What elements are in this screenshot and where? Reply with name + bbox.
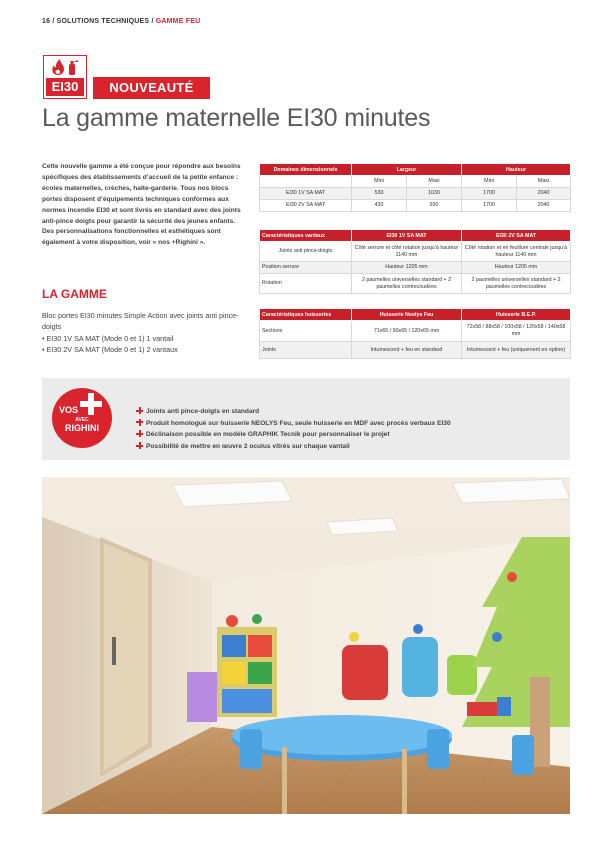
table-row: [260, 321, 571, 342]
table-header: Largeur: [352, 164, 462, 176]
table-header: Domaines dimensionnels: [260, 164, 352, 176]
ei30-badge: [43, 55, 87, 99]
table-cell: 1700: [462, 188, 517, 200]
list-item: • EI30 2V SA MAT (Mode 0 et 1) 2 vantaux: [42, 344, 178, 354]
huisseries-table: [259, 308, 571, 359]
badge-vos: VOS: [59, 405, 79, 415]
table-header: Caractéristiques huisseries: [260, 309, 352, 321]
breadcrumb: 16 / SOLUTIONS TECHNIQUES / GAMME FEU: [42, 18, 201, 25]
table-row: [260, 262, 571, 274]
vos-plus-righini-badge: [52, 388, 112, 448]
table-cell: 430: [352, 200, 407, 212]
flame-extinguisher-icon: [44, 56, 86, 78]
table-cell: EI30 2V SA MAT: [260, 200, 352, 212]
plus-bullet-icon: [136, 407, 143, 414]
list-item: Produit homologué sur huisserie NEOLYS Feu, seule huisserie en MDF avec procès verbaux EI30: [136, 418, 451, 430]
page-title: La gamme maternelle EI30 minutes: [42, 104, 431, 132]
table-header: EI30 2V SA MAT: [462, 230, 571, 242]
table-cell: Mini: [352, 176, 407, 188]
table-row: [260, 342, 571, 359]
gamme-heading: LA GAMME: [42, 287, 107, 301]
table-cell: 2040: [517, 200, 571, 212]
table-cell: Mini: [462, 176, 517, 188]
classroom-photo: [42, 477, 570, 814]
table-cell: 2 paumelles universelles standard + 2 paumelles contrecoudées: [462, 274, 571, 294]
table-cell: Joints anti pince-doigts: [260, 242, 352, 262]
table-header: Huisserie B.E.P.: [462, 309, 571, 321]
table-cell: Intumescent + feu (uniquement en option): [462, 342, 571, 359]
badge-righini: RIGHINI: [64, 423, 99, 433]
plus-bullet-icon: [136, 442, 143, 449]
table-row: [260, 274, 571, 294]
table-header: Hauteur: [462, 164, 571, 176]
page-number: 16: [42, 18, 51, 25]
table-row: [260, 200, 571, 212]
table-cell: Intumescent + feu en standard: [352, 342, 462, 359]
plus-icon: [80, 393, 102, 415]
vantaux-table: [259, 229, 571, 294]
table-cell: Côté serrure et côté rotation jusqu’à hauteur 1140 mm: [352, 242, 462, 262]
nouveaute-tag: NOUVEAUTÉ: [93, 77, 210, 99]
gamme-description: [42, 310, 252, 355]
ei30-label: EI30: [46, 78, 84, 96]
table-cell: Joints: [260, 342, 352, 359]
gamme-list: [42, 333, 252, 356]
dimensions-table: [259, 163, 571, 212]
benefits-list: [136, 406, 451, 453]
table-header: Huisserie Neolys Feu: [352, 309, 462, 321]
table-cell: Hauteur 1205 mm: [462, 262, 571, 274]
list-item: • EI30 1V SA MAT (Mode 0 et 1) 1 vantail: [42, 333, 174, 343]
plus-bullet-icon: [136, 430, 143, 437]
table-header: EI30 1V SA MAT: [352, 230, 462, 242]
table-cell: Côté rotation et en feuillure centrale jusqu’à hauteur 1140 mm: [462, 242, 571, 262]
table-cell: Maxi: [517, 176, 571, 188]
list-item: Possibilité de mettre en œuvre 2 oculus vitrés sur chaque vantail: [136, 441, 451, 453]
table-cell: 930: [407, 200, 462, 212]
table-cell: 2040: [517, 188, 571, 200]
table-cell: 2 paumelles universelles standard + 2 paumelles contrecoudées: [352, 274, 462, 294]
table-cell: Maxi: [407, 176, 462, 188]
table-row: [260, 188, 571, 200]
plus-bullet-icon: [136, 419, 143, 426]
list-item: Déclinaison possible en modèle GRAPHIK Tecnik pour personnaliser le projet: [136, 429, 451, 441]
table-cell: Sections: [260, 321, 352, 342]
list-item: Joints anti pince-doigts en standard: [136, 406, 451, 418]
breadcrumb-subsection: GAMME FEU: [155, 18, 201, 25]
table-cell: [260, 176, 352, 188]
righini-benefits-box: [42, 378, 570, 460]
intro-paragraph: Cette nouvelle gamme a été conçue pour répondre aux besoins spécifiques des établissements d’accueil de la petite enfance : écoles maternelles, crèches, halte-garderie. Tous nos blocs portes disposent d’équipements techniques conformes aux normes incendie EI30 et sont livrés en standard avec des joints anti-pince doigts pour garantir la sécurité des jeunes enfants. Des personnalisations fonctionnelles et esthétiques sont également à votre disposition, voir « nos +Righini ».: [42, 163, 241, 247]
table-cell: Position serrure: [260, 262, 352, 274]
table-cell: 1030: [407, 188, 462, 200]
classroom-illustration: [42, 477, 570, 814]
gamme-text: Bloc portes EI30 minutes Simple Action avec joints anti pince-doigts: [42, 311, 239, 332]
table-header: Caractéristiques vantaux: [260, 230, 352, 242]
table-cell: EI30 1V SA MAT: [260, 188, 352, 200]
badge-avec: AVEC: [75, 417, 89, 423]
table-cell: Hauteur 1205 mm: [352, 262, 462, 274]
table-cell: 71x65 / 90x65 / 120x65 mm: [352, 321, 462, 342]
breadcrumb-section: SOLUTIONS TECHNIQUES: [56, 18, 150, 25]
table-cell: Rotation: [260, 274, 352, 294]
table-cell: 530: [352, 188, 407, 200]
table-cell: 1700: [462, 200, 517, 212]
table-cell: 72x58 / 88x58 / 100x58 / 120x58 / 140x58 mm: [462, 321, 571, 342]
table-row: [260, 242, 571, 262]
